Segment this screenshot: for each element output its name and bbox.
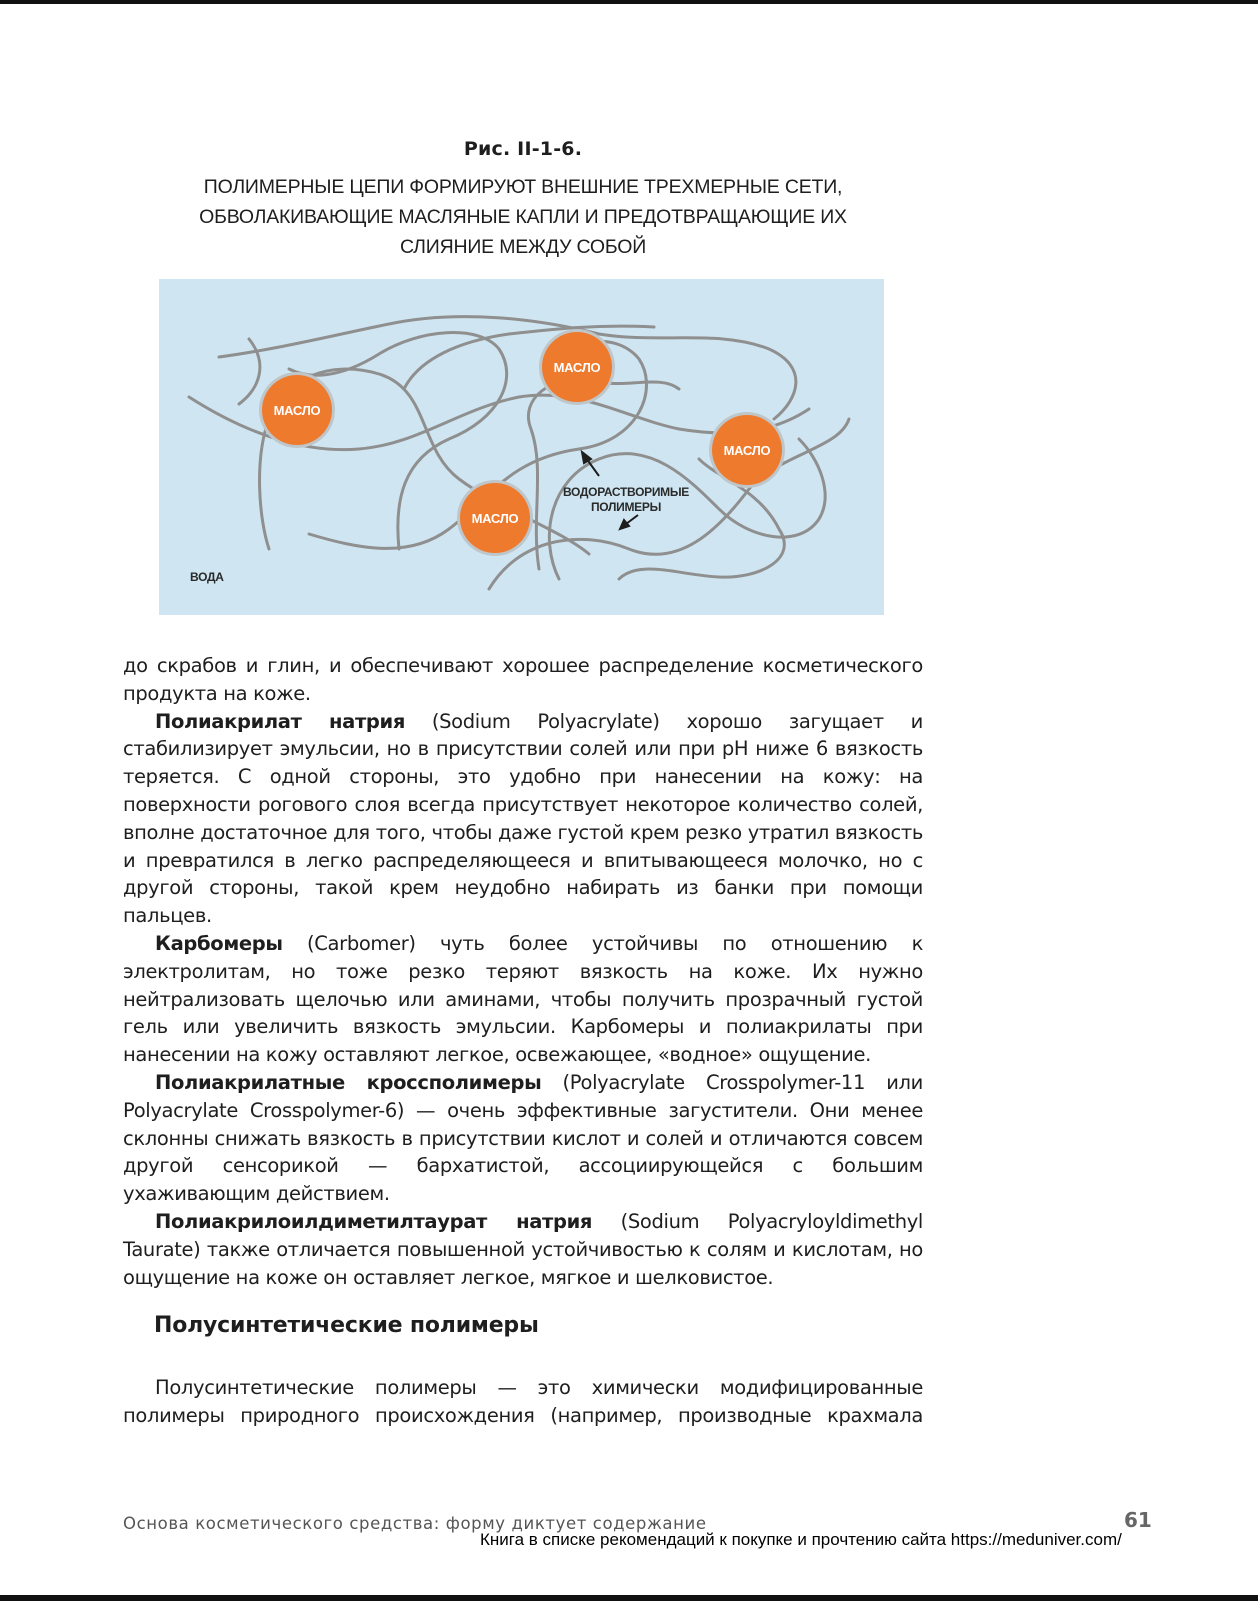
paragraph: Полусинтетические полимеры — это химически модифицированные полимеры природного происхождения (например, производные крахмала: [123, 1376, 923, 1427]
term: Полиакрилоилдиметилтаурат натрия: [155, 1209, 593, 1233]
watermark-link-text: Книга в списке рекомендаций к покупке и прочтению сайта https://meduniver.com/: [480, 1530, 1122, 1549]
oil-drop: МАСЛО: [460, 483, 530, 553]
section-text: [123, 1374, 923, 1430]
polymer-label-line: ВОДОРАСТВОРИМЫЕ: [562, 485, 690, 499]
term: Полиакрилатные кроссполимеры: [155, 1070, 542, 1094]
paragraph: до скрабов и глин, и обеспечивают хорошее распределение косметического продукта на коже.: [123, 654, 923, 705]
section-heading: Полусинтетические полимеры: [154, 1313, 539, 1338]
paragraph-taurate: Полиакрилоилдиметилтаурат натрия (Sodium Polyacryloyldimethyl Taurate) также отличается повышенной устойчивостью к солям и кислотам, но ощущение на коже он оставляет легкое, мягкое и шелковистое.: [123, 1209, 923, 1289]
polymer-label: [551, 485, 701, 515]
top-border: [0, 0, 1258, 4]
figure-title-line: СЛИЯНИЕ МЕЖДУ СОБОЙ: [399, 236, 647, 258]
paragraph-carbomer: Карбомеры (Carbomer) чуть более устойчивы по отношению к электролитам, но тоже резко теряют вязкость на коже. Их нужно нейтрализовать щелочью или аминами, чтобы получить прозрачный густой гель или увеличить вязкость эмульсии. Карбомеры и полиакрилаты при нанесении на кожу оставляют легкое, освежающее, «водное» ощущение.: [123, 931, 923, 1067]
oil-drop: МАСЛО: [712, 415, 782, 485]
water-label: ВОДА: [190, 570, 224, 584]
running-title: Основа косметического средства: форму диктует содержание: [123, 1514, 707, 1533]
figure-title-line: ПОЛИМЕРНЫЕ ЦЕПИ ФОРМИРУЮТ ВНЕШНИЕ ТРЕХМЕРНЫЕ СЕТИ,: [203, 176, 843, 198]
figure-title: [140, 172, 906, 262]
oil-drop: МАСЛО: [542, 332, 612, 402]
bottom-border: [0, 1595, 1258, 1601]
body-text: [123, 652, 923, 1291]
paragraph-sodium-polyacrylate: Полиакрилат натрия (Sodium Polyacrylate) хорошо загущает и стабилизирует эмульсии, но в присутствии солей или при pH ниже 6 вязкость теряется. С одной стороны, это удобно при нанесении на кожу: на поверхности рогового слоя всегда присутствует некоторое количество солей, вполне достаточное для того, чтобы даже густой крем резко утратил вязкость и превратился в легко распределяющееся и впитывающееся молочко, но с другой стороны, такой крем неудобно набирать из банки при помощи пальцев.: [123, 709, 923, 928]
term: Карбомеры: [155, 931, 283, 955]
figure-label: Рис. II-1-6.: [463, 138, 583, 160]
term: Полиакрилат натрия: [155, 709, 406, 733]
figure-title-line: ОБВОЛАКИВАЮЩИЕ МАСЛЯНЫЕ КАПЛИ И ПРЕДОТВРАЩАЮЩИЕ ИХ: [199, 206, 847, 228]
oil-drop: МАСЛО: [262, 375, 332, 445]
polymer-network-figure: [159, 279, 884, 615]
polymer-label-line: ПОЛИМЕРЫ: [590, 500, 662, 514]
paragraph-crosspolymers: Полиакрилатные кроссполимеры (Polyacrylate Crosspolymer-11 или Polyacrylate Crosspolymer-6) — очень эффективные загустители. Они менее склонны снижать вязкость в присутствии кислот и солей и отличаются совсем другой сенсорикой — бархатистой, ассоциирующейся с большим ухаживающим действием.: [123, 1070, 923, 1206]
page-number: 61: [1124, 1508, 1152, 1532]
